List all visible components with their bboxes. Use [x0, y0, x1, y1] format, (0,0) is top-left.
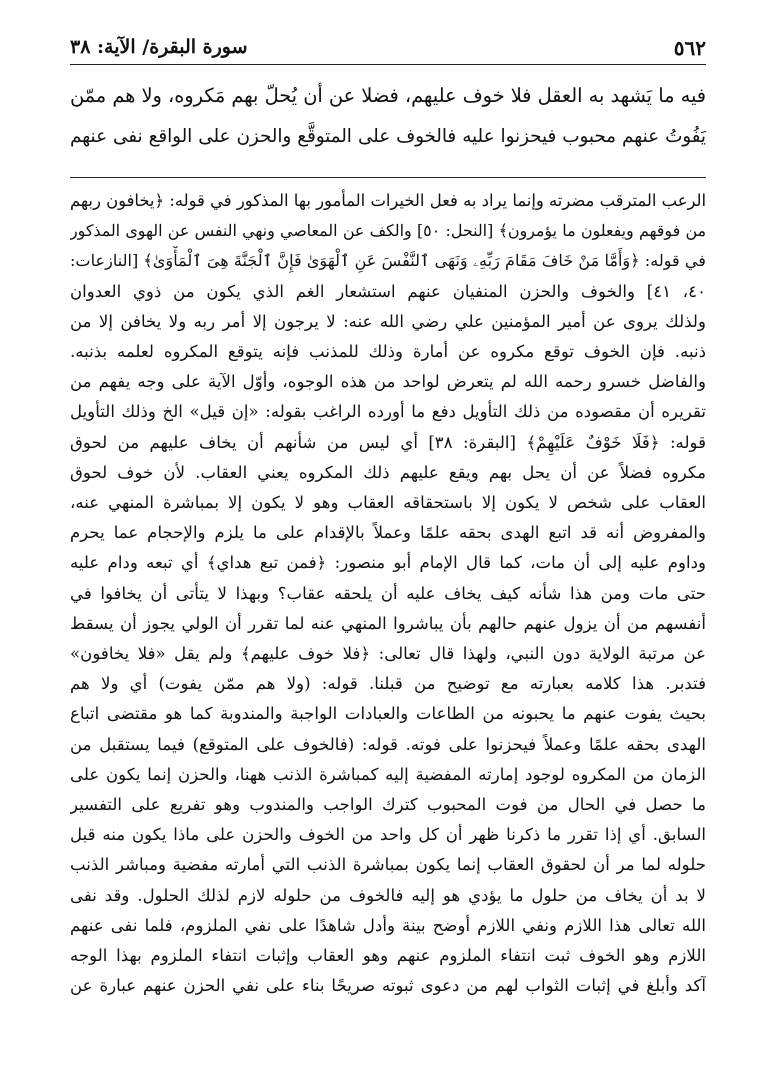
commentary-line: الله تعالى هذا اللازم ونفي اللازم أوضح بينة وأدل شاهدًا على نفي الملزوم، فلما نفى عنهم: [70, 915, 706, 935]
commentary-line: ولذلك يروى عن أمير المؤمنين علي رضي الله عنه: لا يرجون إلا أمر ربه ولا يخافن إلا من: [70, 311, 706, 331]
commentary-line: من فوقهم ويفعلون ما يؤمرون﴾ [النحل: ٥٠] والكف عن المعاصي ونهي النفس عن الهوى المذكور: [70, 221, 706, 241]
commentary-line: أنفسهم من أن يزول عنهم حالهم بأن يباشروا المنهي عنه لما تقرر أن الولي يجوز أن يسقط: [70, 613, 706, 633]
commentary-line: عن مرتبة الولاية دون النبي، ولهذا قال تعالى: ﴿فلا خوف عليهم﴾ ولم يقل «فلا يخافون»: [70, 644, 706, 664]
separator-rule: [70, 177, 706, 178]
main-text: [70, 75, 706, 157]
commentary-line: السابق. أي إذا تقرر ما ذكرنا ظهر أن كل واحد من الخوف والحزن على ماذا يكون منه قبل: [70, 825, 706, 845]
commentary-text: [70, 186, 706, 1001]
commentary-line: تقريره أن مقصوده من ذلك التأويل دفع ما أورده الراغب بقوله: «إن قيل» الخ وذلك التأويل: [70, 402, 706, 422]
running-head: سورة البقرة/ الآية: ٣٨: [70, 36, 248, 58]
commentary-line: والفاضل خسرو رحمه الله لم يتعرض لواحد من هذه الوجوه، وأوّل الآية على وجه يفهم من: [70, 372, 706, 392]
page-header: [70, 30, 706, 65]
commentary-line: ما حصل في الحال من فوت المحبوب كترك الواجب والمندوب وهو تفريع على التفسير: [70, 795, 706, 815]
commentary-line: العقاب على شخص لا يكون إلا باستحقاقه العقاب وهو لا يكون إلا بمباشرة المنهي عنه،: [70, 493, 706, 513]
commentary-line: بحيث يفوت عنهم ما يحبونه من الطاعات والعبادات الواجبة والمندوبة كما هو مقتضى اتباع: [70, 704, 706, 724]
main-text-line: فيه ما يَشهد به العقل فلا خوف عليهم، فضلا عن أن يُحلّ بهم مَكروه، ولا هم ممّن: [70, 84, 706, 107]
commentary-line: الرعب المترقب مضرته وإنما يراد به فعل الخيرات المأمور بها المذكور في قوله: ﴿يخافون ربهم: [70, 191, 706, 210]
commentary-line: اللازم وهو الخوف ثبت انتفاء الملزوم عنهم وهو العقاب وإثبات انتفاء الملزوم بهذا الوجه: [70, 946, 706, 966]
commentary-line: حلوله لما مر أن لحقوق العقاب إنما يكون بمباشرة الذنب التي أمارته مفضية ومباشر الذنب: [70, 855, 706, 875]
commentary-line: الهدى بحقه علمًا وعملاً فيحزنوا على فوته. قوله: (فالخوف على المتوقع) فيما يستقبل من: [70, 734, 706, 754]
commentary-line: ذنبه. فإن الخوف توقع مكروه عن أمارة وذلك للمذنب فإنه يتوقع المكروه لعلمه بذنبه.: [70, 342, 706, 362]
commentary-line: الزمان من المكروه لوجود إمارته المفضية إليه كمباشرة الذنب ههنا، والحزن إنما يكون على: [70, 764, 706, 784]
commentary-line: آكد وأبلغ في إثبات الثواب لهم من دعوى ثبوته صريحًا بناء على نفي الحزن عنهم عبارة عن: [70, 976, 706, 996]
commentary-line: قوله: ﴿فَلَا خَوْفٌ عَلَيْهِمْ﴾ [البقرة: ٣٨] أي ليس من شأنهم أن يخاف عليهم من لحوق: [70, 432, 706, 452]
commentary-line: ٤٠، ٤١] والخوف والحزن المنفيان عنهم استشعار الغم الذي يكون من ذوي العدوان: [70, 281, 706, 301]
commentary-line: فتدبر. هذا كلامه بعبارته مع توضيح من قبلنا. قوله: (ولا هم ممّن يفوت) أي ولا هم: [70, 674, 706, 694]
page-number: ٥٦٢: [673, 36, 706, 60]
commentary-line: وداوم عليه إلى أن مات، كما قال الإمام أبو منصور: ﴿فمن تبع هداي﴾ أي تبعه ودام عليه: [70, 553, 706, 573]
main-text-line: يَفُوتُ عنهم محبوب فيحزنوا عليه فالخوف على المتوقَّع والحزن على الواقع نفى عنهم: [70, 126, 706, 147]
document-page: [70, 30, 706, 1060]
commentary-line: حتى مات ومن هذا شأنه كيف يخاف عليه أن يلحقه عقاب؟ وبهذا لا يتأتى أن يخافوا في: [70, 583, 706, 603]
commentary-line: لا بد أن يخاف من حلول ما يؤدي هو إليه فالخوف من حلوله لازم لذلك الحلول. وقد نفى: [70, 885, 706, 905]
commentary-line: في قوله: ﴿وَأَمَّا مَنْ خَافَ مَقَامَ رَبِّهِۦ وَنَهَى ٱلنَّفْسَ عَنِ ٱلْهَوَىٰ فَإِنَّ ٱلْجَنَّةَ هِىَ ٱلْمَأْوَىٰ﴾ [النازعات:: [70, 251, 706, 271]
commentary-line: والمفروض أنه قد اتبع الهدى بحقه علمًا وعملاً بالإقدام على ما يلزم والإحجام عما يحرم: [70, 523, 706, 543]
commentary-line: مكروه فضلاً عن أن يحل بهم ويقع عليهم ذلك المكروه يعني العقاب. لأن خوف لحوق: [70, 462, 706, 482]
